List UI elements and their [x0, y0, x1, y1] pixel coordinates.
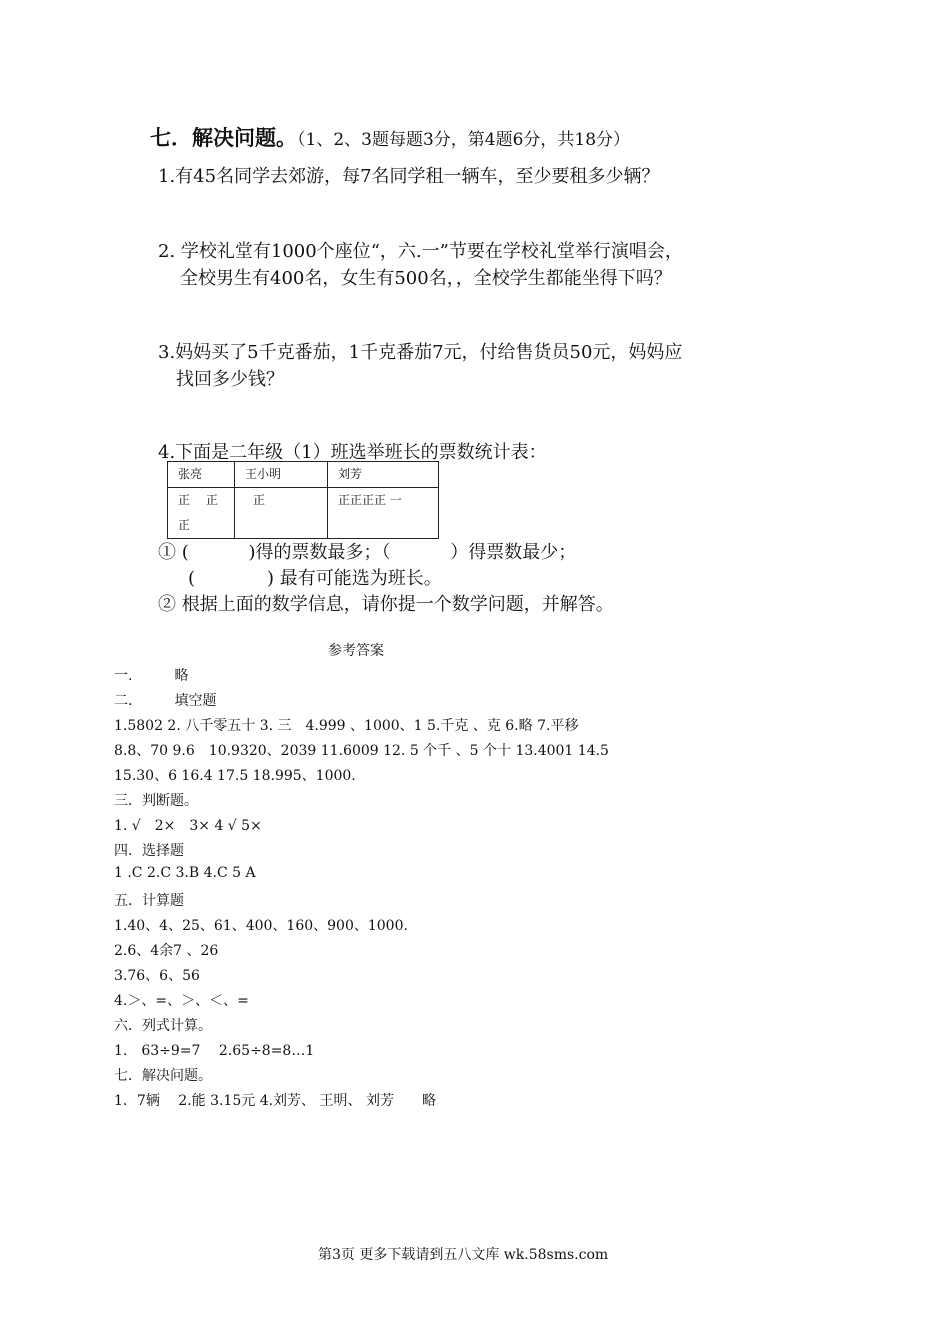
- answer-line: 1. 63÷9=7 2.65÷8=8…1: [114, 1043, 315, 1059]
- section-score-note: （1、2、3题每题3分，第4题6分，共18分）: [297, 130, 631, 150]
- tally-zhang-liang: 正 正 正: [168, 488, 235, 539]
- candidate-liu-fang: 刘芳: [328, 462, 439, 488]
- vote-table-tally-row: [168, 488, 439, 539]
- answer-line: 三．判断题。: [114, 793, 198, 809]
- answer-line: 五．计算题: [114, 893, 184, 909]
- question-4-intro: 4.下面是二年级（1）班选举班长的票数统计表：: [158, 442, 547, 463]
- answer-line: 15.30、6 16.4 17.5 18.995、1000.: [114, 768, 356, 784]
- question-4-part-1-line-1: ① ( )得的票数最多；（ ）得票数最少；: [158, 542, 577, 563]
- answer-line: 六．列式计算。: [114, 1018, 212, 1034]
- answer-line: 2.6、4余7 、26: [114, 943, 219, 959]
- answer-line: 四．选择题: [114, 843, 184, 859]
- question-3-line-1: 3.妈妈买了5千克番茄，1千克番茄7元，付给售货员50元，妈妈应: [158, 342, 683, 363]
- candidate-wang-xiaoming: 王小明: [235, 462, 328, 488]
- answer-line: 二. 填空题: [114, 693, 217, 709]
- question-2-line-1: 2. 学校礼堂有1000个座位“，六.一”节要在学校礼堂举行演唱会，: [158, 241, 683, 262]
- answer-line: 1.40、4、25、61、400、160、900、1000.: [114, 918, 408, 934]
- question-4-part-2: ② 根据上面的数学信息，请你提一个数学问题，并解答。: [158, 594, 614, 615]
- candidate-zhang-liang: 张亮: [168, 462, 235, 488]
- answer-line: 1．7辆 2.能 3.15元 4.刘芳、 王明、 刘芳 略: [114, 1093, 436, 1109]
- tally-liu-fang: 正正正正 一: [328, 488, 439, 539]
- section-title: 七．解决问题。: [150, 125, 297, 150]
- answer-line: 一. 略: [114, 668, 189, 684]
- answer-line: 七．解决问题。: [114, 1068, 212, 1084]
- page-footer: 第3页 更多下载请到五八文库 wk.58sms.com: [318, 1247, 609, 1263]
- answer-line: 4.＞、=、＞、＜、=: [114, 993, 249, 1009]
- answer-key-title: 参考答案: [328, 643, 384, 659]
- question-1: 1.有45名同学去郊游，每7名同学租一辆车，至少要租多少辆？: [158, 166, 660, 187]
- answer-line: 3.76、6、56: [114, 968, 200, 984]
- question-2-line-2: 全校男生有400名，女生有500名，，全校学生都能坐得下吗？: [180, 268, 672, 289]
- question-4-part-1-line-2: ( ) 最有可能选为班长。: [188, 568, 442, 589]
- vote-table-header-row: [168, 462, 439, 488]
- answer-line: 8.8、70 9.6 10.9320、2039 11.6009 12. 5 个千 、5 个十 13.4001 14.5: [114, 743, 609, 759]
- answer-line: 1.5802 2. 八千零五十 3. 三 4.999 、1000、1 5.千克 、克 6.略 7.平移: [114, 718, 579, 734]
- vote-table: [167, 461, 439, 539]
- section-heading: [150, 122, 630, 152]
- answer-line: 1. √ 2× 3× 4 √ 5×: [114, 818, 262, 834]
- answer-line: 1 .C 2.C 3.B 4.C 5 A: [114, 865, 256, 881]
- question-3-line-2: 找回多少钱？: [176, 369, 284, 390]
- tally-wang-xiaoming: 正: [235, 488, 328, 539]
